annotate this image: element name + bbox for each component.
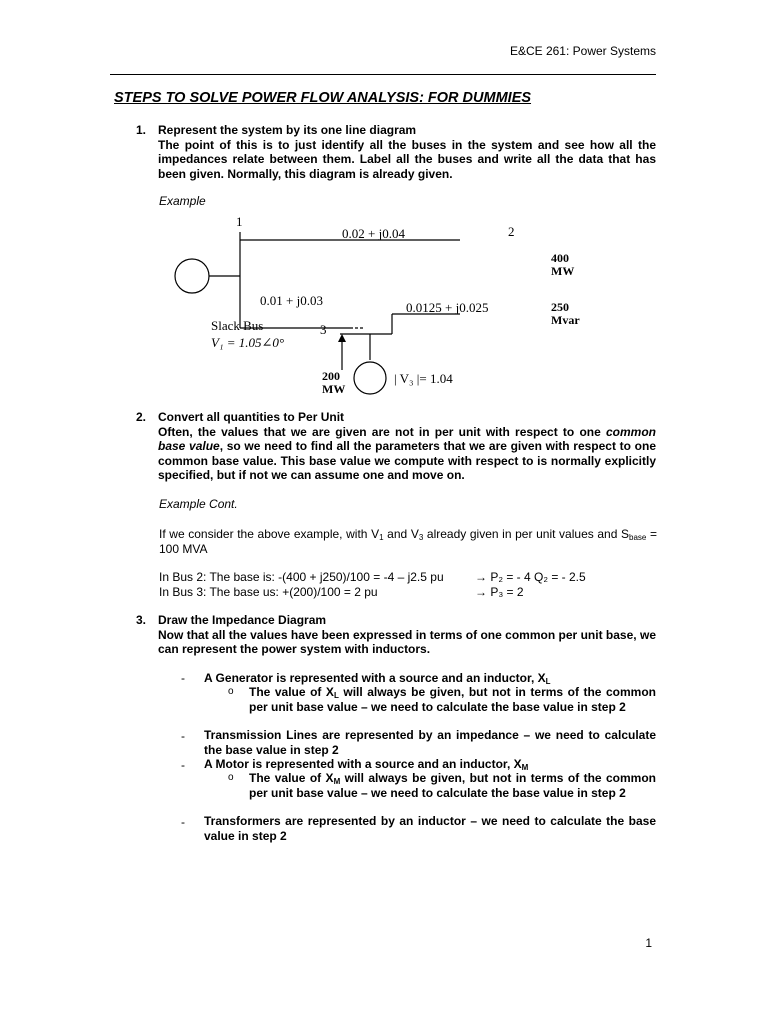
step2-block <box>158 410 656 483</box>
step3-body: Now that all the values have been expressed in terms of one common per unit base, we can represent the power system with inductors. <box>158 627 656 657</box>
step2-body: Often, the values that we are given are not in per unit with respect to one common base value, so we need to find all the parameters that we are given with respect to one common base value. This base value we compute with respect to is normally explicitly specified, but if not we can assume one and move on. <box>158 424 656 483</box>
header-rule <box>110 74 656 75</box>
line-1-2-impedance: 0.02 + j0.04 <box>342 226 405 241</box>
bus3-result: → P₃ = 2 <box>475 585 524 599</box>
bus2-result: → P₂ = - 4 Q₂ = - 2.5 <box>475 570 586 584</box>
list-item-transmission: Transmission Lines are represented by an impedance – we need to calculate the base value in step 2 <box>204 728 656 757</box>
list-dash: - <box>181 729 185 743</box>
step2-continuation: If we consider the above example, with $V_1$ and $V_3$ already given in per unit values and $S_{base} = 100$ MVA <box>159 527 657 556</box>
slack-bus-voltage: V₁ = 1.05∠0° <box>211 335 285 350</box>
list-circle: o <box>228 772 234 783</box>
step1-block <box>158 123 656 181</box>
list-dash: - <box>181 815 185 829</box>
list-item-generator: A Generator is represented with a source and an inductor, $X_L$ <box>204 671 551 686</box>
bus-1-label: 1 <box>236 214 243 229</box>
step1-body: The point of this is to just identify all the buses in the system and see how all the impedances relate between them. Label all the buses and write all the data that has been given. Normally, this diagram is already given. <box>158 137 656 181</box>
load-p-label: 400 MW <box>551 251 575 278</box>
bus-2-label: 2 <box>508 224 515 239</box>
page-number: 1 <box>645 936 652 950</box>
bus2-conversion: In Bus 2: The base is: -(400 + j250)/100 = -4 – j2.5 pu <box>159 570 444 584</box>
line-2-3-impedance: 0.0125 + j0.025 <box>406 300 489 315</box>
list-subitem-xl: The value of $X_L$ will always be given, but not in terms of the common per unit base value – we need to calculate the base value in step 2 <box>249 685 656 714</box>
list-item-motor: A Motor is represented with a source and an inductor, $X_M$ <box>204 757 529 772</box>
page-title: STEPS TO SOLVE POWER FLOW ANALYSIS: FOR DUMMIES <box>114 90 532 106</box>
step1-example-label: Example <box>159 194 206 208</box>
step1-heading: Represent the system by its one line diagram <box>158 123 417 137</box>
load-q-label: 250 Mvar <box>551 300 580 327</box>
step2-example-label: Example Cont. <box>159 497 238 511</box>
list-subitem-xm: The value of $X_M$ will always be given, but not in terms of the common per unit base value – we need to calculate the base value in step 2 <box>249 771 657 800</box>
step3-block <box>158 613 656 657</box>
step3-number: 3. <box>136 613 147 627</box>
step2-number: 2. <box>136 410 147 424</box>
list-circle: o <box>228 686 234 697</box>
line-1-3-impedance: 0.01 + j0.03 <box>260 293 323 308</box>
gen3-voltage-label: | V₃ |= 1.04 <box>394 371 453 386</box>
step3-heading: Draw the Impedance Diagram <box>158 613 327 627</box>
slack-bus-label: Slack Bus <box>211 318 264 333</box>
generator-1-symbol <box>175 259 209 293</box>
step2-heading: Convert all quantities to Per Unit <box>158 410 345 424</box>
bus3-conversion: In Bus 3: The base us: +(200)/100 = 2 pu <box>159 585 378 599</box>
generator-3-symbol <box>354 362 386 394</box>
list-item-transformer: Transformers are represented by an inductor – we need to calculate the base value in step 2 <box>204 814 656 843</box>
page-header: E&CE 261: Power Systems <box>509 44 656 58</box>
list-dash: - <box>181 671 185 685</box>
gen3-power-label: 200 MW <box>322 369 346 396</box>
bus-3-label: 3 <box>320 322 327 337</box>
step1-number: 1. <box>136 123 147 137</box>
list-dash: - <box>181 758 185 772</box>
